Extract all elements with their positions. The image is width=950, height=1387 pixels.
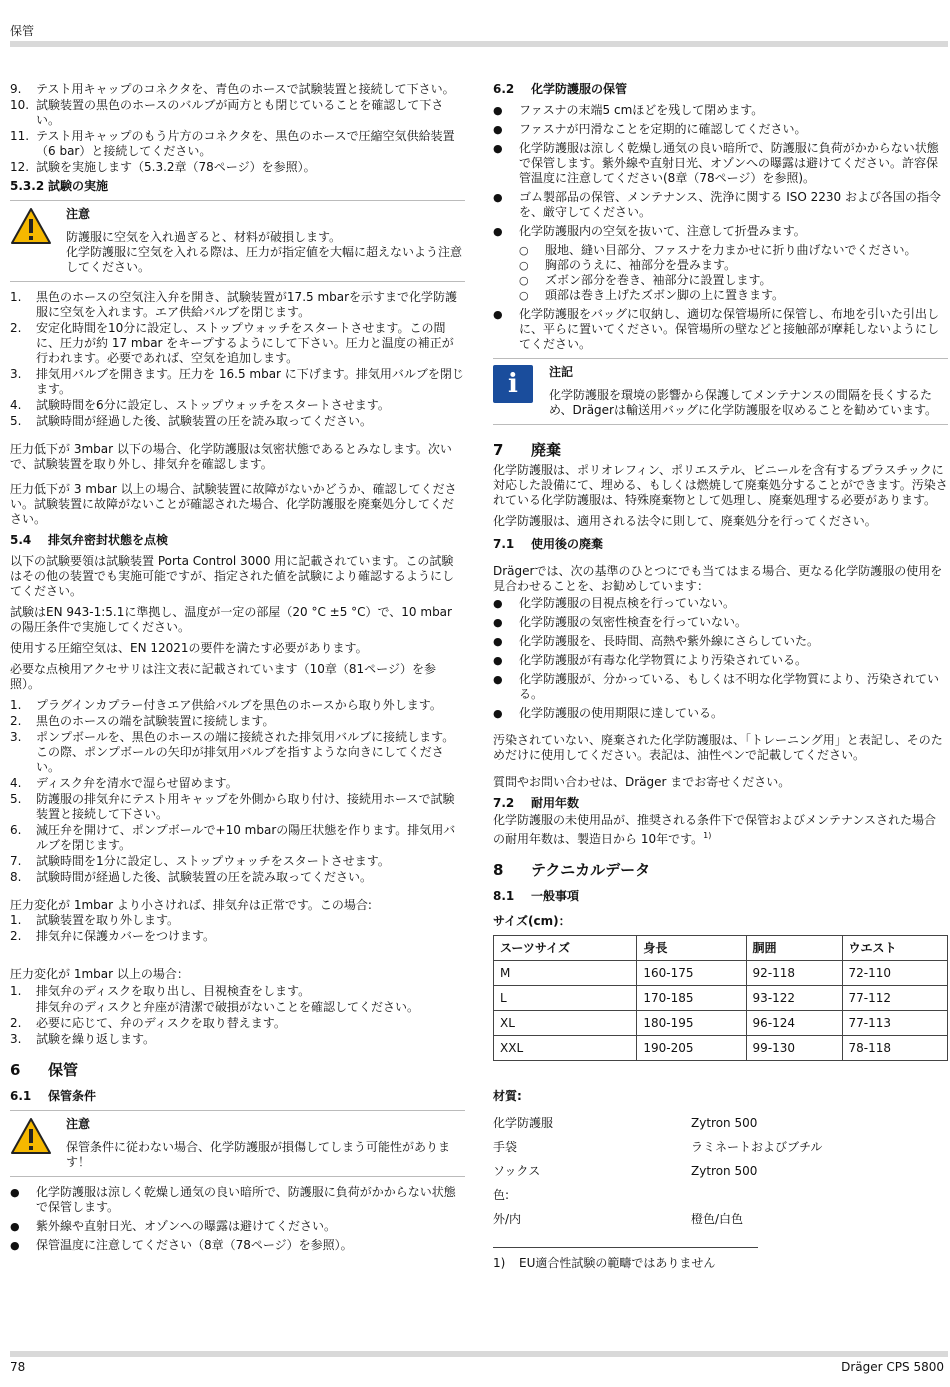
section-8-heading: 8 テクニカルデータ	[493, 861, 651, 879]
table-header-row	[494, 936, 948, 961]
paragraph: 化学防護服は、適用される法令に則して、廃棄処分を行ってください。	[493, 514, 877, 528]
info-icon: i	[493, 365, 533, 403]
bullet-dot-icon: ●	[10, 1186, 20, 1199]
bullet-circle-icon: ○	[519, 289, 529, 302]
bullet-item	[493, 634, 948, 649]
table-row	[494, 986, 948, 1011]
item-number: 10.	[10, 98, 30, 112]
bullet-text: 保管温度に注意してください（8章（78ページ）を参照）。	[36, 1238, 353, 1252]
table-header-cell: 身長	[637, 936, 746, 961]
paragraph: 汚染されていない、廃棄された化学防護服は、「トレーニング用」と表記し、そのためだけに使用してください。表記は、油性ペンで記載してください。	[493, 733, 943, 762]
section-6-heading: 6 保管	[10, 1061, 79, 1079]
material-key: 色:	[493, 1188, 510, 1202]
bullet-item	[493, 224, 948, 239]
item-number: 3.	[10, 1032, 22, 1046]
list-item	[10, 698, 465, 713]
footer-divider	[10, 1351, 948, 1357]
item-number: 1.	[10, 698, 22, 712]
material-value: Zytron 500	[691, 1116, 758, 1130]
bullet-dot-icon: ●	[10, 1220, 20, 1233]
note-title: 注意	[66, 1117, 91, 1131]
table-header-cell: ウエスト	[842, 936, 948, 961]
material-row	[493, 1212, 948, 1227]
paragraph-7-2: 化学防護服の未使用品が、推奨される条件下で保管およびメンテナンスされた場合の耐用年数は、製造日から 10年です。$^{1)}$	[493, 813, 937, 846]
item-number: 3.	[10, 367, 22, 381]
list-item	[10, 367, 465, 397]
list-item	[10, 98, 465, 128]
material-key: 化学防護服	[493, 1116, 554, 1130]
list-item	[10, 870, 465, 885]
bullet-text: 化学防護服の使用期限に達している。	[519, 706, 724, 720]
item-number: 6.	[10, 823, 22, 837]
bullet-dot-icon: ●	[493, 225, 503, 238]
table-cell: 190-205	[637, 1036, 746, 1061]
steps-ng-list	[10, 984, 465, 1047]
section-7-2-heading: 7.2 耐用年数	[493, 796, 580, 810]
material-label: 材質:	[493, 1089, 522, 1103]
item-text: 防護服の排気弁にテスト用キャップを外側から取り付け、接続用ホースで試験装置と接続して下さい。	[36, 792, 455, 821]
item-text: 試験装置の黒色のホースのバルブが両方とも閉じていることを確認して下さい。	[36, 98, 444, 127]
bullet-dot-icon: ●	[493, 142, 503, 155]
bullet-text: 化学防護服の気密性検査を行っていない。	[519, 615, 748, 629]
section-6-2-heading: 6.2 化学防護服の保管	[493, 82, 628, 96]
table-cell: 77-112	[842, 986, 948, 1011]
left-column	[10, 82, 465, 1257]
bullets-6-1-list	[10, 1185, 465, 1253]
bullet-item	[493, 653, 948, 668]
table-row	[494, 1011, 948, 1036]
item-number: 2.	[10, 929, 22, 943]
paragraph: 圧力変化が 1mbar より小さければ、排気弁は正常です。この場合:	[10, 898, 372, 912]
bullet-item	[10, 1219, 465, 1234]
sub-bullets-6-2-list	[493, 243, 948, 303]
item-text: 排気弁のディスクを取り出し、目視検査をします。	[36, 984, 311, 998]
steps-top-list	[10, 82, 465, 175]
bullet-text: ズボン部分を巻き、袖部分に設置します。	[545, 273, 772, 287]
bullet-item	[493, 122, 948, 137]
item-text: 排気用バルブを開きます。圧力を 16.5 mbar に下げます。排気用バルブを閉じます。	[36, 367, 464, 396]
header-divider	[10, 41, 948, 47]
bullet-text: 化学防護服内の空気を抜いて、注意して折畳みます。	[519, 224, 806, 238]
caution-note-2	[10, 1110, 465, 1177]
bullet-dot-icon: ●	[493, 635, 503, 648]
footnote-divider	[493, 1247, 758, 1248]
bullet-circle-icon: ○	[519, 274, 529, 287]
note-line: 化学防護服を環境の影響から保護してメンテナンスの間隔を長くするため、Drägerは輸送用バッグに化学防護服を収めることを勧めています。	[549, 388, 938, 417]
table-cell: 72-110	[842, 961, 948, 986]
bullet-text: 化学防護服の目視点検を行っていない。	[519, 596, 736, 610]
footnote-ref: 1)	[703, 831, 712, 840]
item-text: 減圧弁を開けて、ポンプボールで+10 mbarの陽圧状態を作ります。排気用バルブを閉じます。	[36, 823, 456, 852]
item-number: 1.	[10, 913, 22, 927]
item-number: 1.	[10, 290, 22, 304]
list-item	[10, 398, 465, 413]
bullet-text: 紫外線や直射日光、オゾンへの曝露は避けてください。	[36, 1219, 337, 1233]
bullets-6-2b-list	[493, 307, 948, 352]
list-item	[10, 1032, 465, 1047]
page-number: 78	[10, 1360, 26, 1374]
bullet-text: 胸部のうえに、袖部分を畳みます。	[545, 258, 737, 272]
bullet-text: 化学防護服は涼しく乾燥し通気の良い暗所で、防護服に負荷がかからない状態で保管します。	[36, 1185, 456, 1214]
list-item	[10, 321, 465, 366]
info-note	[493, 358, 948, 425]
item-number: 1.	[10, 984, 22, 998]
bullet-item	[493, 706, 948, 721]
warning-icon	[10, 207, 66, 275]
list-item	[10, 82, 465, 97]
bullet-dot-icon: ●	[493, 616, 503, 629]
item-text: テスト用キャップのコネクタを、青色のホースで試験装置と接続して下さい。	[36, 82, 455, 96]
bullet-circle-icon: ○	[519, 244, 529, 257]
list-item	[10, 1000, 465, 1015]
material-value: Zytron 500	[691, 1164, 758, 1178]
item-text: 試験時間を1分に設定し、ストップウォッチをスタートさせます。	[36, 854, 390, 868]
table-cell: 78-118	[842, 1036, 948, 1061]
item-text: ポンプボールを、黒色のホースの端に接続された排気用バルブに接続します。この際、ポンプボールの矢印が排気用バルブを指すような向きにしてください。	[36, 730, 455, 774]
bullet-dot-icon: ●	[493, 123, 503, 136]
right-column	[493, 82, 948, 1272]
table-cell: 170-185	[637, 986, 746, 1011]
bullet-text: 化学防護服を、長時間、高熱や紫外線にさらしていた。	[519, 634, 820, 648]
bullet-text: 服地、縫い目部分、ファスナを力まかせに折り曲げないでください。	[545, 243, 917, 257]
table-cell: XXL	[494, 1036, 637, 1061]
paragraph: 圧力変化が 1mbar 以上の場合：	[10, 967, 189, 981]
bullet-item	[519, 273, 948, 288]
list-item	[10, 792, 465, 822]
warning-icon	[10, 1117, 66, 1170]
table-cell: 93-122	[746, 986, 842, 1011]
size-table	[493, 935, 948, 1061]
material-key: 外/内	[493, 1212, 522, 1226]
list-item	[10, 714, 465, 729]
list-item	[10, 913, 465, 928]
bullets-7-1-list	[493, 596, 948, 721]
bullet-item	[519, 258, 948, 273]
paragraph: 化学防護服は、ポリオレフィン、ポリエステル、ビニールを含有するプラスチックに対応した設備にて、埋める、もしくは燃焼して廃棄処分することができます。汚染されている化学防護服は、特殊廃棄物として処理し、廃棄処理する必要があります。	[493, 463, 948, 507]
paragraph: 以下の試験要領は試験装置 Porta Control 3000 用に記載されています。この試験はその他の装置でも実施可能ですが、指定された値を試験により確認するようにしてください。	[10, 554, 455, 598]
item-number: 5.	[10, 792, 22, 806]
item-text: テスト用キャップのもう片方のコネクタを、黒色のホースで圧縮空気供給装置（6 bar）と接続してください。	[36, 129, 455, 158]
material-key: 手袋	[493, 1140, 518, 1154]
bullet-text: ゴム製部品の保管、メンテナンス、洗浄に関する ISO 2230 および各国の指令を、厳守してください。	[519, 190, 941, 219]
table-row	[494, 1036, 948, 1061]
section-5-4-heading: 5.4 排気弁密封状態を点検	[10, 533, 169, 547]
item-text: 試験時間を6分に設定し、ストップウォッチをスタートさせます。	[36, 398, 390, 412]
material-row	[493, 1116, 948, 1131]
paragraph: Drägerでは、次の基準のひとつにでも当てはまる場合、更なる化学防護服の使用を見合わせることを、お勧めしています：	[493, 564, 943, 593]
table-cell: 92-118	[746, 961, 842, 986]
bullet-dot-icon: ●	[493, 308, 503, 321]
footnote: 1) EU適合性試験の範疇ではありません	[493, 1256, 716, 1270]
bullet-dot-icon: ●	[493, 654, 503, 667]
item-text: 必要に応じて、弁のディスクを取り替えます。	[36, 1016, 286, 1030]
material-row	[493, 1164, 948, 1179]
list-item	[10, 129, 465, 159]
item-text: 試験時間が経過した後、試験装置の圧を読み取ってください。	[36, 414, 373, 428]
bullet-item	[493, 141, 948, 186]
steps-5-3-2-list	[10, 290, 465, 429]
product-name: Dräger CPS 5800	[841, 1360, 944, 1374]
paragraph: 試験はEN 943-1:5.1に準拠し、温度が一定の部屋（20 °C ±5 °C）で、10 mbar の陽圧条件で実施してください。	[10, 605, 452, 634]
bullet-item	[10, 1185, 465, 1215]
bullet-item	[493, 615, 948, 630]
bullet-item	[10, 1238, 465, 1253]
item-number: 8.	[10, 870, 22, 884]
list-item	[10, 1016, 465, 1031]
item-text: 黒色のホースの空気注入弁を開き、試験装置が17.5 mbarを示すまで化学防護服に空気を入れます。エア供給バルブを閉じます。	[36, 290, 458, 319]
item-text: プラグインカプラー付きエア供給バルブを黒色のホースから取り外します。	[36, 698, 442, 712]
item-number: 12.	[10, 160, 30, 174]
table-cell: 180-195	[637, 1011, 746, 1036]
item-number: 2.	[10, 714, 22, 728]
table-cell: XL	[494, 1011, 637, 1036]
item-number: 9.	[10, 82, 22, 96]
note-title: 注意	[66, 207, 91, 221]
item-number: 3.	[10, 730, 22, 744]
bullet-dot-icon: ●	[493, 597, 503, 610]
section-5-3-2-heading: 5.3.2 試験の実施	[10, 179, 109, 193]
bullet-text: ファスナが円滑なことを定期的に確認してください。	[519, 122, 807, 136]
paragraph: 使用する圧縮空気は、EN 12021の要件を満たす必要があります。	[10, 641, 368, 655]
list-item	[10, 414, 465, 429]
item-number: 7.	[10, 854, 22, 868]
list-item	[10, 823, 465, 853]
item-number: 2.	[10, 321, 22, 335]
steps-5-4-list	[10, 698, 465, 885]
table-header-cell: 胴囲	[746, 936, 842, 961]
paragraph: 圧力低下が 3mbar 以下の場合、化学防護服は気密状態であるとみなします。次いで、試験装置を取り外し、排気弁を確認します。	[10, 442, 452, 471]
item-number: 11.	[10, 129, 30, 143]
item-number: 2.	[10, 1016, 22, 1030]
note-line: 保管条件に従わない場合、化学防護服が損傷してしまう可能性があります！	[66, 1140, 451, 1169]
size-label: サイズ(cm)：	[493, 914, 571, 928]
bullet-text: 化学防護服が、分かっている、もしくは不明な化学物質により、汚染されている。	[519, 672, 940, 701]
bullet-item	[493, 672, 948, 702]
table-cell: 96-124	[746, 1011, 842, 1036]
item-text: 安定化時間を10分に設定し、ストップウォッチをスタートさせます。この間に、圧力が約 17 mbar をキープするようにして下さい。圧力と温度の補正が行われます。必要であれば、空気を追加します。	[36, 321, 454, 365]
paragraph: 必要な点検用アクセサリは注文表に記載されています（10章（81ページ）を参照）。	[10, 662, 436, 691]
bullet-text: 化学防護服は涼しく乾燥し通気の良い暗所で、防護服に負荷がかからない状態で保管します。紫外線や直射日光、オゾンへの曝露は避けてください。許容保管温度に注意してください(8章（78ページ）を参照)。	[519, 141, 939, 185]
list-item	[10, 984, 465, 999]
material-key: ソックス	[493, 1164, 541, 1178]
bullet-circle-icon: ○	[519, 259, 529, 272]
bullet-text: 頭部は巻き上げたズボン脚の上に置きます。	[545, 288, 785, 302]
bullet-item	[519, 288, 948, 303]
section-7-heading: 7 廃棄	[493, 441, 562, 459]
item-text: 試験装置を取り外します。	[36, 913, 180, 927]
bullet-dot-icon: ●	[493, 191, 503, 204]
bullet-item	[493, 190, 948, 220]
table-cell: M	[494, 961, 637, 986]
bullets-6-2-list	[493, 103, 948, 239]
item-text: 試験時間が経過した後、試験装置の圧を読み取ってください。	[36, 870, 373, 884]
item-text: 試験を繰り返します。	[36, 1032, 156, 1046]
item-text: ディスク弁を清水で湿らせ留めます。	[36, 776, 238, 790]
bullet-text: 化学防護服をバッグに収納し、適切な保管場所に保管し、布地を引いた引出しに、平らに置いてください。保管場所の壁などと接触部が摩耗しないようにしてください。	[519, 307, 940, 351]
bullet-item	[493, 103, 948, 118]
material-value: 橙色/白色	[691, 1212, 744, 1226]
note-line: 化学防護服に空気を入れる際は、圧力が指定値を大幅に超えないよう注意してください。	[66, 245, 463, 274]
bullet-dot-icon: ●	[493, 707, 503, 720]
materials-list	[493, 1116, 948, 1227]
item-text: 黒色のホースの端を試験装置に接続します。	[36, 714, 275, 728]
table-cell: 99-130	[746, 1036, 842, 1061]
bullet-text: 化学防護服が有毒な化学物質により汚染されている。	[519, 653, 808, 667]
item-text: 排気弁のディスクと弁座が清潔で破損がないことを確認してください。	[36, 1000, 420, 1014]
bullet-item	[493, 307, 948, 352]
paragraph: 質問やお問い合わせは、Dräger までお寄せください。	[493, 775, 791, 789]
bullet-item	[493, 596, 948, 611]
list-item	[10, 730, 465, 775]
bullet-dot-icon: ●	[493, 673, 503, 686]
item-number	[10, 1000, 36, 1015]
bullet-item	[519, 243, 948, 258]
bullet-dot-icon: ●	[10, 1239, 20, 1252]
steps-ok-list	[10, 913, 465, 944]
table-cell: 77-113	[842, 1011, 948, 1036]
note-line: 防護服に空気を入れ過ぎると、材料が破損します。	[66, 230, 342, 244]
item-text: 排気弁に保護カバーをつけます。	[36, 929, 216, 943]
material-row	[493, 1140, 948, 1155]
list-item	[10, 290, 465, 320]
page-header-title: 保管	[10, 24, 35, 38]
list-item	[10, 160, 465, 175]
paragraph: 圧力低下が 3 mbar 以上の場合、試験装置に故障がないかどうか、確認してください。試験装置に故障がないことが確認された場合、化学防護服を廃棄処分してください。	[10, 482, 457, 526]
item-number: 4.	[10, 398, 22, 412]
table-row	[494, 961, 948, 986]
section-8-1-heading: 8.1 一般事項	[493, 889, 580, 903]
list-item	[10, 854, 465, 869]
bullet-text: ファスナの末端5 cmほどを残して閉めます。	[519, 103, 764, 117]
list-item	[10, 776, 465, 791]
item-number: 4.	[10, 776, 22, 790]
table-cell: L	[494, 986, 637, 1011]
note-title: 注記	[549, 365, 574, 379]
table-header-cell: スーツサイズ	[494, 936, 637, 961]
caution-note-1	[10, 200, 465, 282]
material-value: ラミネートおよびブチル	[691, 1140, 823, 1154]
item-text: 試験を実施します（5.3.2章（78ページ）を参照）。	[36, 160, 316, 174]
bullet-dot-icon: ●	[493, 104, 503, 117]
table-cell: 160-175	[637, 961, 746, 986]
item-number: 5.	[10, 414, 22, 428]
list-item	[10, 929, 465, 944]
material-row	[493, 1188, 948, 1203]
section-6-1-heading: 6.1 保管条件	[10, 1089, 97, 1103]
section-7-1-heading: 7.1 使用後の廃棄	[493, 537, 604, 551]
